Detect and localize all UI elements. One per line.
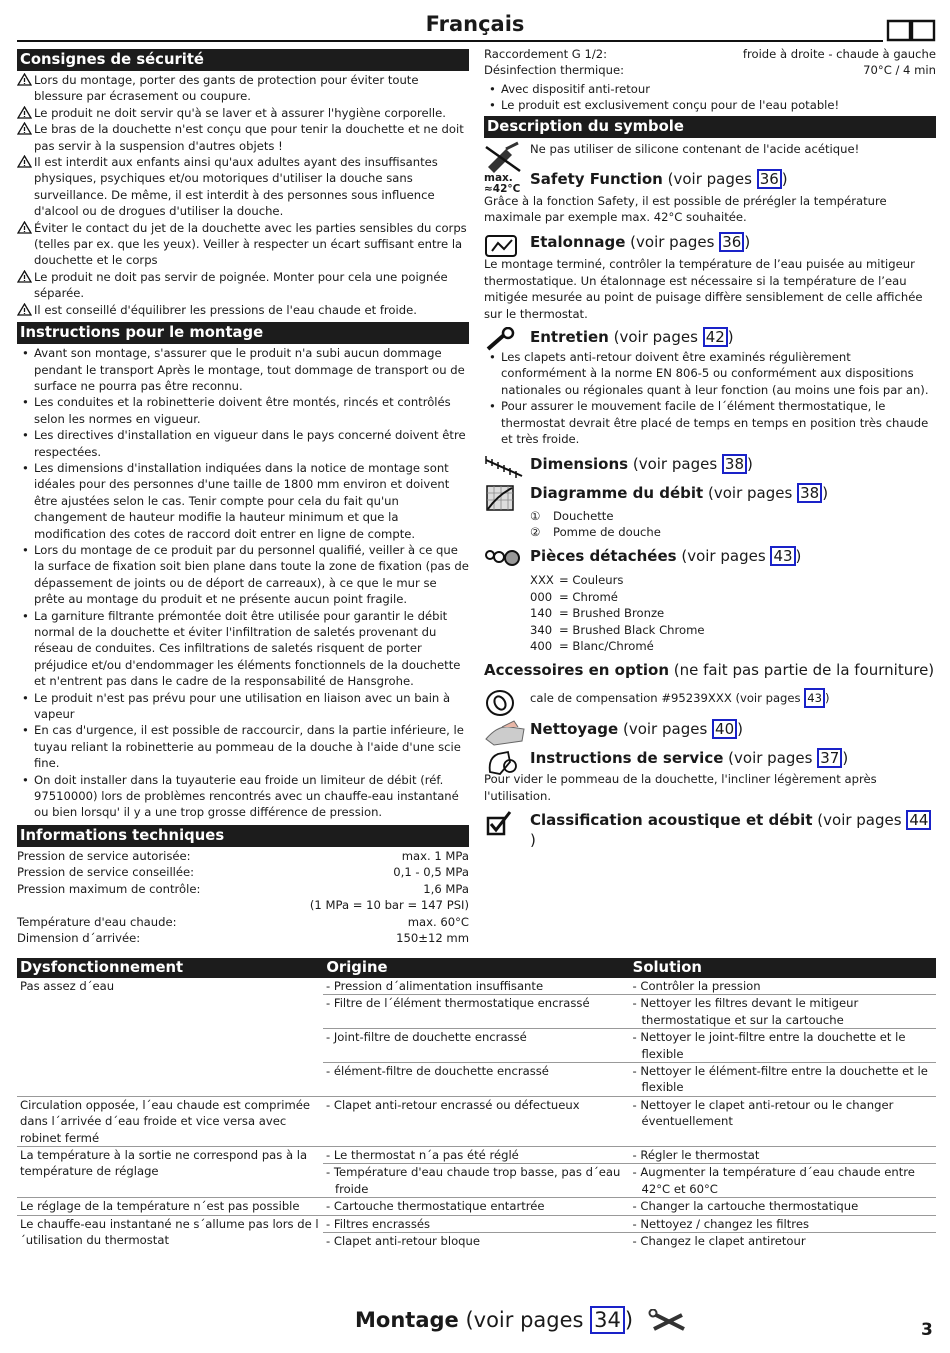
- flow-legend-text: Pomme de douche: [553, 524, 661, 539]
- spec-row: [484, 46, 936, 62]
- calibration-ref: (voir pages: [630, 233, 715, 252]
- mounting-item: • En cas d'urgence, il est possible de raccourcir, dans la partie inférieure, le tuyau reliant la robinetterie au pommeau de la douche à l'aide d'une scie fine.: [17, 722, 469, 771]
- checkbox-icon: [484, 810, 514, 838]
- color-code-item: [530, 572, 936, 588]
- color-code: XXX: [530, 573, 554, 588]
- ruler-icon: [484, 454, 524, 480]
- flow-legend-item: [530, 524, 936, 540]
- color-code-item: [530, 622, 936, 638]
- malfunction-cell: Pas assez d´eau: [20, 979, 115, 993]
- safety-item: [17, 72, 469, 105]
- header-cause: Origine: [326, 959, 388, 976]
- tech-specs: [17, 848, 469, 946]
- accessory-page-link[interactable]: 43: [804, 688, 825, 708]
- safety-item: [17, 121, 469, 154]
- tech-bullet: • Avec dispositif anti-retour: [484, 81, 936, 97]
- acoustic-title: Classification acoustique et débit: [530, 811, 813, 830]
- dimensions-row: [484, 454, 936, 474]
- tools-icon: [648, 1309, 688, 1333]
- right-column: [484, 46, 936, 850]
- malfunction-cell: Le réglage de la température n´est pas possible: [20, 1199, 300, 1214]
- spare-parts-page-link[interactable]: 43: [770, 546, 795, 566]
- dimensions-title: Dimensions: [530, 454, 629, 473]
- cleaning-row: [484, 719, 936, 746]
- service-hand-icon: [484, 748, 520, 776]
- spec-row: [17, 897, 469, 913]
- footer-page-link[interactable]: 34: [590, 1306, 625, 1334]
- cause-cell: - Clapet anti-retour bloque: [326, 1234, 481, 1249]
- warning-icon: [17, 155, 32, 168]
- color-code-item: [530, 638, 936, 654]
- cause-solution-rows: [323, 1198, 936, 1214]
- color-name: = Brushed Bronze: [559, 606, 665, 621]
- cleaning-ref: (voir pages: [622, 720, 708, 739]
- footer-ref-close: ): [624, 1308, 634, 1332]
- service-text: Pour vider le pommeau de la douchette, l'incliner légèrement après l'utilisation.: [484, 772, 877, 803]
- spec-row: [17, 864, 469, 880]
- cause-cell: - Clapet anti-retour encrassé ou défectueux: [326, 1097, 580, 1112]
- table-row: [323, 1216, 936, 1232]
- service-ref-close: ): [842, 749, 849, 768]
- warning-icon: [17, 106, 32, 119]
- spare-parts-icon: [484, 546, 522, 568]
- solution-cell: - Nettoyer le élément-filtre entre la douchette et le flexible: [632, 1064, 928, 1095]
- service-ref: (voir pages: [728, 749, 813, 768]
- solution-cell: - Nettoyer le clapet anti-retour ou le changer éventuellement: [632, 1097, 894, 1129]
- spec-label: Désinfection thermique:: [484, 63, 625, 78]
- color-name: = Blanc/Chromé: [559, 638, 654, 653]
- maintenance-page-link[interactable]: 42: [703, 327, 728, 347]
- spec-label: Pression de service conseillée:: [17, 865, 195, 880]
- warning-icon: [17, 73, 32, 86]
- safety-item-text: Il est conseillé d'équilibrer les pressions de l'eau chaude et froide.: [34, 302, 417, 317]
- troubleshooting-table: [17, 958, 936, 1250]
- spec-row: [17, 848, 469, 864]
- safety-function-text: Grâce à la fonction Safety, il est possible de prérégler la température maximale par exemple max. 42°C souhaitée.: [484, 193, 887, 225]
- spec-row: [484, 62, 936, 78]
- spec-value: 70°C / 4 min: [863, 63, 936, 78]
- safety-function-page-link[interactable]: 36: [757, 169, 782, 189]
- solution-cell: - Nettoyez / changez les filtres: [632, 1216, 809, 1231]
- safety-item: [17, 302, 469, 318]
- color-code: 400: [530, 638, 553, 653]
- cause-cell: - élément-filtre de douchette encrassé: [326, 1064, 549, 1079]
- color-name: = Chromé: [559, 589, 618, 604]
- accessories-title: Accessoires en option: [484, 661, 670, 680]
- service-page-link[interactable]: 37: [817, 748, 842, 768]
- calibration-title: Etalonnage: [530, 233, 626, 252]
- flow-diagram-title: Diagramme du débit: [530, 483, 704, 502]
- maintenance-ref: (voir pages: [613, 328, 698, 347]
- mounting-heading: Instructions pour le montage: [17, 322, 469, 344]
- solution-cell: - Augmenter la température d´eau chaude entre 42°C et 60°C: [632, 1165, 915, 1196]
- spec-value: max. 1 MPa: [401, 848, 469, 863]
- safety-item: [17, 220, 469, 269]
- flow-legend-mark: ①: [530, 508, 541, 523]
- table-body: [17, 978, 936, 1250]
- dimensions-ref-close: ): [747, 454, 753, 473]
- cleaning-page-link[interactable]: 40: [712, 719, 737, 739]
- malfunction-cell: La température à la sortie ne correspond pas à la température de réglage: [20, 1148, 308, 1179]
- footer-title: Montage: [355, 1308, 459, 1332]
- compensation-shim-icon: [484, 687, 516, 719]
- table-row-group: [17, 978, 936, 1096]
- tech-specs-2: [484, 46, 936, 79]
- spare-parts-title: Pièces détachées: [530, 547, 677, 566]
- tech-bullets: [484, 81, 936, 114]
- flow-diagram-row: [484, 483, 936, 541]
- color-name: = Brushed Black Chrome: [559, 622, 705, 637]
- safety-function-ref: (voir pages: [667, 169, 752, 188]
- mounting-item: • On doit installer dans la tuyauterie eau froide un limiteur de débit (réf. 97510000) lors de problèmes rencontrés avec un chauffe-eau instantané ou bien lorsqu' il y a une trop grosse différence de pression.: [17, 772, 469, 821]
- maintenance-ref-close: ): [727, 328, 734, 347]
- cause-cell: - Température d'eau chaude trop basse, pas d´eau froide: [326, 1165, 621, 1196]
- symbols-heading: Description du symbole: [484, 116, 936, 138]
- spare-parts-ref-close: ): [795, 547, 802, 566]
- book-icon: [886, 18, 936, 42]
- flow-diagram-legend: [530, 508, 936, 541]
- mounting-item: • Le produit n'est pas prévu pour une utilisation en liaison avec un bain à vapeur: [17, 690, 469, 723]
- silicone-text: Ne pas utiliser de silicone contenant de l'acide acétique!: [530, 141, 860, 156]
- spec-value: 150±12 mm: [396, 930, 469, 945]
- safety-item-text: Éviter le contact du jet de la douchette avec les parties sensibles du corps (telles par ex. que les yeux). Veiller à respecter un écart suffisant entre la douchette et le corps: [34, 220, 467, 268]
- color-code: 340: [530, 622, 553, 637]
- dimensions-page-link[interactable]: 38: [722, 454, 747, 474]
- spec-value: 1,6 MPa: [423, 881, 469, 896]
- safety-item-text: Lors du montage, porter des gants de protection pour éviter toute blessure par écrasement ou coupure.: [34, 73, 419, 104]
- page-title: Français: [425, 12, 525, 36]
- safety-item: [17, 154, 469, 220]
- accessory-ref-close: ): [825, 691, 830, 706]
- accessories-heading: [484, 660, 936, 680]
- max-temp-label: max.: [484, 171, 513, 184]
- maintenance-item: • Les clapets anti-retour doivent être examinés régulièrement conformément à la norme EN 806-5 ou conformément aux dispositions nationales ou régionales quant à leur fonction (au moins une fois par an).: [484, 349, 936, 398]
- maintenance-title: Entretien: [530, 328, 609, 347]
- footer-montage: [355, 1305, 688, 1335]
- cleaning-ref-close: ): [737, 720, 743, 739]
- table-row: [323, 1198, 936, 1214]
- accessory-row: [484, 688, 936, 718]
- calibration-ref-close: ): [744, 233, 751, 252]
- footer-ref: (voir pages: [465, 1308, 584, 1332]
- color-code-item: [530, 605, 936, 621]
- spec-row: [17, 930, 469, 946]
- flow-diagram-page-link[interactable]: 38: [797, 483, 822, 503]
- table-row-group: [17, 1146, 936, 1197]
- table-row: [323, 994, 936, 1028]
- spec-label: Pression de service autorisée:: [17, 848, 191, 863]
- color-code-item: [530, 589, 936, 605]
- service-title: Instructions de service: [530, 749, 724, 768]
- mounting-list: [17, 345, 469, 821]
- cause-cell: - Filtres encrassés: [326, 1216, 431, 1231]
- spec-label: Température d'eau chaude:: [17, 914, 177, 929]
- accessories-note: (ne fait pas partie de la fourniture): [673, 661, 935, 680]
- safety-item-text: Le bras de la douchette n'est conçu que pour tenir la douchette et ne doit pas servir à la suspension d'autres objets !: [34, 122, 464, 153]
- warning-icon: [17, 303, 32, 316]
- calibration-text: Le montage terminé, contrôler la température de l’eau puisée au mitigeur thermostatique. Un étalonnage est nécessaire si la température de l’eau mitigée mesurée au point de puisage diffère sensiblement de celle affichée sur le thermostat.: [484, 257, 923, 321]
- cause-cell: - Cartouche thermostatique entartrée: [326, 1199, 545, 1214]
- maintenance-row: [484, 327, 936, 447]
- malfunction-cell: Le chauffe-eau instantané ne s´allume pas lors de l´utilisation du thermostat: [20, 1216, 319, 1248]
- acoustic-ref-close: ): [530, 831, 536, 850]
- table-row: [323, 978, 936, 994]
- safety-list: [17, 72, 469, 318]
- warning-icon: [17, 122, 32, 135]
- table-row: [323, 1163, 936, 1197]
- table-header: [17, 958, 936, 978]
- flow-diagram-ref: (voir pages: [708, 483, 793, 502]
- solution-cell: - Changez le clapet antiretour: [632, 1234, 806, 1249]
- acoustic-ref: (voir pages: [817, 811, 902, 830]
- safety-item-text: Le produit ne doit pas servir de poignée. Monter pour cela une poignée séparée.: [34, 269, 448, 301]
- service-row: [484, 748, 936, 804]
- page-number: 3: [921, 1320, 933, 1340]
- color-code: 140: [530, 606, 553, 621]
- flow-diagram-icon: [484, 483, 516, 513]
- mounting-item: • Les dimensions d'installation indiquées dans la notice de montage sont idéales pour des personnes d'une taille de 1800 mm environ et doivent être ajustées selon le cas. Tenir compte pour cela du fait qu'un changement de hauteur modifie la hauteur minimum et que la modification des cotes de raccord doit entrer en ligne de compte.: [17, 460, 469, 542]
- table-row: [323, 1147, 936, 1163]
- header-solution: Solution: [632, 959, 702, 976]
- warning-icon: [17, 270, 32, 283]
- safety-item-text: Le produit ne doit servir qu'à se laver et à assurer l'hygiène corporelle.: [34, 105, 446, 120]
- solution-cell: - Contrôler la pression: [632, 979, 761, 993]
- calibration-page-link[interactable]: 36: [719, 232, 744, 252]
- spec-label: Pression maximum de contrôle:: [17, 881, 201, 896]
- mounting-item: • Avant son montage, s'assurer que le produit n'a subi aucun dommage pendant le transport Après le montage, tout dommage de transport ou de surface ne pourra pas être reconnu.: [17, 345, 469, 394]
- cause-solution-rows: [323, 978, 936, 1096]
- cause-solution-rows: [323, 1147, 936, 1197]
- maintenance-list: [484, 349, 936, 447]
- spec-value: max. 60°C: [407, 914, 469, 929]
- spec-value: froide à droite - chaude à gauche: [742, 47, 936, 61]
- header-malfunction: Dysfonctionnement: [20, 959, 184, 976]
- safety-item: [17, 269, 469, 302]
- color-code: 000: [530, 589, 553, 604]
- flow-legend-item: [530, 508, 936, 524]
- safety-function-title: Safety Function: [530, 169, 663, 188]
- solution-cell: - Nettoyer le joint-filtre entre la douchette et le flexible: [632, 1030, 906, 1061]
- flow-diagram-ref-close: ): [822, 483, 829, 502]
- spec-row: [17, 881, 469, 897]
- table-row-group: [17, 1096, 936, 1146]
- mounting-item: • Lors du montage de ce produit par du personnel qualifié, veiller à ce que la surface de fixation soit bien plane dans toute la zone de fixation (pas de dépassement de joints ou de déport de carreaux), à ce que le mur se prête au montage du produit et ne présente aucun point fragile.: [17, 542, 469, 608]
- cause-cell: - Filtre de l´élément thermostatique encrassé: [326, 996, 590, 1011]
- warning-icon: [17, 221, 32, 234]
- table-row: [323, 1232, 936, 1249]
- mounting-item: • Les directives d'installation en vigueur dans le pays concerné doivent être respectées.: [17, 427, 469, 460]
- spec-row: [17, 914, 469, 930]
- cleaning-title: Nettoyage: [530, 720, 619, 739]
- cleaning-hand-icon: [484, 719, 526, 747]
- table-row-group: [17, 1215, 936, 1250]
- tech-bullet: • Le produit est exclusivement conçu pour de l'eau potable!: [484, 97, 936, 113]
- acoustic-row: [484, 810, 936, 850]
- flow-legend-text: Douchette: [553, 508, 614, 523]
- accessory-text: cale de compensation #95239XXX (voir pages: [530, 691, 801, 706]
- tech-heading: Informations techniques: [17, 825, 469, 847]
- dimensions-ref: (voir pages: [632, 454, 718, 473]
- table-row-group: [17, 1197, 936, 1214]
- safety-function-row: [484, 169, 936, 226]
- acoustic-page-link[interactable]: 44: [906, 810, 931, 830]
- table-row: [323, 1028, 936, 1062]
- cause-cell: - Pression d´alimentation insuffisante: [326, 979, 544, 993]
- spec-label: Raccordement G 1/2:: [484, 47, 608, 61]
- spec-label: Dimension d´arrivée:: [17, 930, 141, 945]
- cause-solution-rows: [323, 1216, 936, 1250]
- safety-heading: Consignes de sécurité: [17, 49, 469, 71]
- mounting-item: • Les conduites et la robinetterie doivent être montés, rincés et contrôlés selon les normes en vigueur.: [17, 394, 469, 427]
- cause-cell: - Le thermostat n´a pas été réglé: [326, 1148, 519, 1163]
- solution-cell: - Nettoyer les filtres devant le mitigeur thermostatique et sur la cartouche: [632, 996, 859, 1027]
- max-temp-icon: [484, 173, 524, 207]
- table-row: [323, 1097, 936, 1130]
- max-temp-value: ≈42°C: [484, 182, 521, 195]
- safety-item: [17, 105, 469, 121]
- spec-value: 0,1 - 0,5 MPa: [393, 865, 469, 880]
- malfunction-cell: Circulation opposée, l´eau chaude est comprimée dans l´arrivée d´eau froide et vice versa avec robinet fermé: [20, 1097, 311, 1145]
- cause-cell: - Joint-filtre de douchette encrassé: [326, 1030, 527, 1045]
- calibration-row: [484, 232, 936, 322]
- solution-cell: - Régler le thermostat: [632, 1148, 760, 1163]
- spec-value: (1 MPa = 10 bar = 147 PSI): [309, 898, 469, 913]
- solution-cell: - Changer la cartouche thermostatique: [632, 1199, 859, 1214]
- cause-solution-rows: [323, 1097, 936, 1146]
- spare-parts-ref: (voir pages: [681, 547, 766, 566]
- thermostat-icon: [484, 232, 518, 258]
- color-code-list: [530, 572, 936, 654]
- maintenance-item: • Pour assurer le mouvement facile de l´élément thermostatique, le thermostat devrait être placé de temps en temps en position très chaude et très froide.: [484, 398, 936, 447]
- silicone-row: [484, 141, 936, 169]
- safety-function-ref-close: ): [781, 169, 788, 188]
- mounting-item: • La garniture filtrante prémontée doit être utilisée pour garantir le débit normal de la douchette et éviter l'infiltration de saletés provenant du réseau de conduites. Ces infiltrations de saletés risquent de porter préjudice et/ou d'endommager les éléments fonctionnels de la douchette et n'entrent pas dans le cadre de la responsabilité de Hansgrohe.: [17, 608, 469, 690]
- spare-parts-row: [484, 546, 936, 654]
- left-column: [17, 48, 469, 946]
- safety-item-text: Il est interdit aux enfants ainsi qu'aux adultes ayant des insuffisantes physiques, psychiques et/ou motoriques d'utiliser la douche sans surveillance. De même, il est interdit à des personnes sous influence d'alcool ou de drogues d'utiliser la douche.: [34, 155, 438, 219]
- color-name: = Couleurs: [559, 573, 624, 588]
- flow-legend-mark: ②: [530, 524, 541, 539]
- table-row: [323, 1062, 936, 1096]
- header-rule: [17, 40, 883, 42]
